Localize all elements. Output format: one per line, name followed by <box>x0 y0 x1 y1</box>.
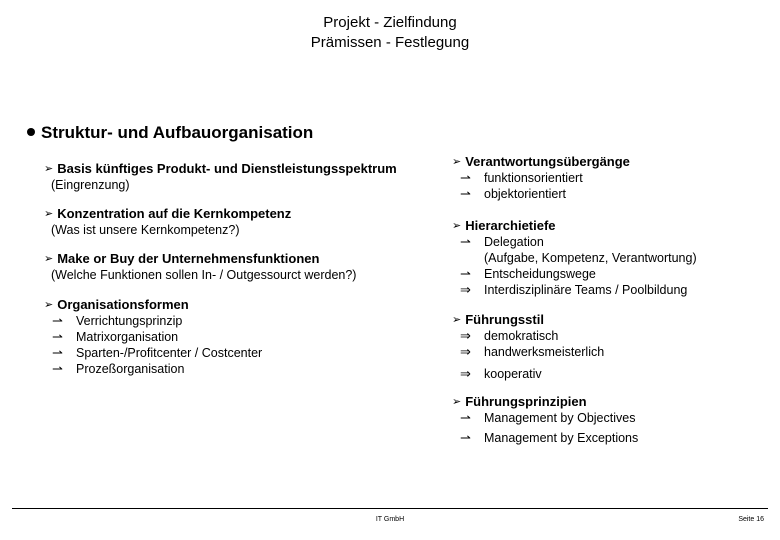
section-subtitle: (Was ist unsere Kernkompetenz?) <box>51 223 240 237</box>
right-arrow-icon: ⇀ <box>52 329 63 344</box>
right-arrow-icon: ⇀ <box>460 186 471 201</box>
right-arrow-icon: ⇀ <box>52 313 63 328</box>
main-heading-text: Struktur- und Aufbauorganisation <box>41 123 314 142</box>
list-item: ⇒ demokratisch <box>452 328 604 344</box>
list-item: ⇀ Management by Objectives <box>452 410 638 426</box>
footer-company: IT GmbH <box>375 516 405 523</box>
footer-page-number: Seite 16 <box>738 516 764 523</box>
list-item: ⇀ Delegation <box>452 234 697 250</box>
section-title: Führungsprinzipien <box>465 394 587 409</box>
section-basis <box>44 161 397 193</box>
arrowhead-bullet-icon: ➢ <box>452 220 462 232</box>
right-arrow-icon: ⇀ <box>460 266 471 281</box>
list-item: ⇀ funktionsorientiert <box>452 170 630 186</box>
list-item: ⇀ Verrichtungsprinzip <box>44 313 262 329</box>
arrowhead-bullet-icon: ➢ <box>44 299 54 311</box>
list-item: ⇒ handwerksmeisterlich <box>452 344 604 360</box>
right-arrow-icon: ⇀ <box>460 234 471 249</box>
section-title: Make or Buy der Unternehmensfunktionen <box>57 251 320 266</box>
main-heading <box>27 123 313 143</box>
arrowhead-bullet-icon: ➢ <box>44 163 54 175</box>
arrowhead-bullet-icon: ➢ <box>452 396 462 408</box>
double-arrow-icon: ⇒ <box>460 328 471 343</box>
section-fuehrungsstil <box>452 312 604 382</box>
page-title <box>0 13 780 53</box>
right-arrow-icon: ⇀ <box>460 410 471 425</box>
list-item: ⇀ Matrixorganisation <box>44 329 262 345</box>
arrowhead-bullet-icon: ➢ <box>44 253 54 265</box>
section-title: Hierarchietiefe <box>465 218 556 233</box>
bullet-icon <box>27 128 35 136</box>
section-make-or-buy <box>44 251 356 283</box>
double-arrow-icon: ⇒ <box>460 344 471 359</box>
right-arrow-icon: ⇀ <box>52 361 63 376</box>
section-title: Konzentration auf die Kernkompetenz <box>57 206 292 221</box>
list-item: ⇒ kooperativ <box>452 366 604 382</box>
section-subtitle: (Eingrenzung) <box>51 178 130 192</box>
section-title: Führungsstil <box>465 312 544 327</box>
double-arrow-icon: ⇒ <box>460 282 471 297</box>
section-kernkompetenz <box>44 206 291 238</box>
section-organisationsformen <box>44 297 262 377</box>
list-item: ⇀ Sparten-/Profitcenter / Costcenter <box>44 345 262 361</box>
arrowhead-bullet-icon: ➢ <box>452 314 462 326</box>
section-verantwortung <box>452 154 630 202</box>
section-title: Basis künftiges Produkt- und Dienstleistungsspektrum <box>57 161 397 176</box>
section-title: Verantwortungsübergänge <box>465 154 630 169</box>
list-item: ⇀ Entscheidungswege <box>452 266 697 282</box>
section-title: Organisationsformen <box>57 297 189 312</box>
list-item: ⇀ objektorientiert <box>452 186 630 202</box>
right-arrow-icon: ⇀ <box>460 430 471 445</box>
list-item: ⇒ Interdisziplinäre Teams / Poolbildung <box>452 282 697 298</box>
list-item: ⇀ Management by Exceptions <box>452 430 638 446</box>
double-arrow-icon: ⇒ <box>460 366 471 381</box>
section-subtitle: (Welche Funktionen sollen In- / Outgessourct werden?) <box>51 268 357 282</box>
right-arrow-icon: ⇀ <box>52 345 63 360</box>
section-hierarchietiefe <box>452 218 697 298</box>
arrowhead-bullet-icon: ➢ <box>44 208 54 220</box>
footer-divider <box>12 508 768 509</box>
arrowhead-bullet-icon: ➢ <box>452 156 462 168</box>
list-item: ⇀ Prozeßorganisation <box>44 361 262 377</box>
list-item-subtext: (Aufgabe, Kompetenz, Verantwortung) <box>484 251 697 265</box>
title-line-1: Projekt - Zielfindung <box>323 14 457 31</box>
title-line-2: Prämissen - Festlegung <box>310 34 470 51</box>
right-arrow-icon: ⇀ <box>460 170 471 185</box>
section-fuehrungsprinzipien <box>452 394 638 446</box>
